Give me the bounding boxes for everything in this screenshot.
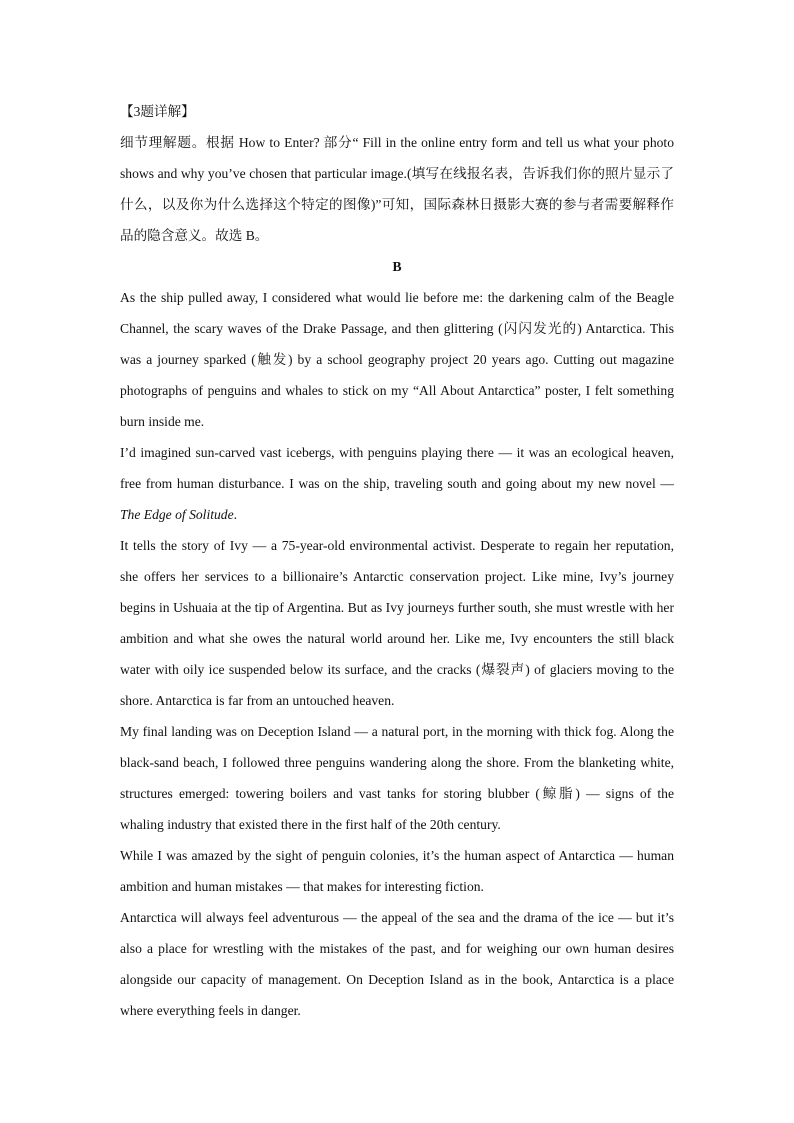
explanation-body: 细节理解题。根据 How to Enter? 部分“ Fill in the online entry form and tell us what your photo shows and why you’ve chosen that particular image.(填写在线报名表，告诉我们你的照片显示了什么，以及你为什么选择这个特定的图像)”可知，国际森林日摄影大赛的参与者需要解释作品的隐含意义。故选 B。 [120, 135, 674, 243]
explanation-heading: 【3题详解】 [120, 104, 195, 119]
document-page [120, 96, 674, 1026]
paragraph-2 [120, 437, 674, 530]
paragraph-2-end: . [233, 507, 238, 522]
paragraph-4: My final landing was on Deception Island — a natural port, in the morning with thick fog. Along the black-sand beach, I followed three penguins wandering along the shore. From the blanketing white, structures emerged: towering boilers and vast tanks for storing blubber (鲸脂) — signs of the whaling industry that existed there in the first half of the 20th century. [120, 724, 674, 832]
novel-title: The Edge of Solitude [120, 507, 234, 522]
paragraph-5: While I was amazed by the sight of penguin colonies, it’s the human aspect of Antarctica — human ambition and human mistakes — that makes for interesting fiction. [120, 848, 674, 894]
paragraph-1: As the ship pulled away, I considered what would lie before me: the darkening calm of the Beagle Channel, the scary waves of the Drake Passage, and then glittering (闪闪发光的) Antarctica. This was a journey sparked (触发) by a school geography project 20 years ago. Cutting out magazine photographs of penguins and whales to stick on my “All About Antarctica” poster, I felt something burn inside me. [120, 290, 674, 429]
paragraph-3: It tells the story of Ivy — a 75-year-old environmental activist. Desperate to regain her reputation, she offers her services to a billionaire’s Antarctic conservation project. Like mine, Ivy’s journey begins in Ushuaia at the tip of Argentina. But as Ivy journeys further south, she must wrestle with her ambition and what she owes the natural world around her. Like me, Ivy encounters the still black water with oily ice suspended below its surface, and the cracks (爆裂声) of glaciers moving to the shore. Antarctica is far from an untouched heaven. [120, 538, 674, 708]
paragraph-6: Antarctica will always feel adventurous — the appeal of the sea and the drama of the ice — but it’s also a place for wrestling with the mistakes of the past, and for weighing our own human desires alongside our capacity of management. On Deception Island as in the book, Antarctica is a place where everything feels in danger. [120, 910, 674, 1018]
paragraph-2-text: I’d imagined sun-carved vast icebergs, with penguins playing there — it was an ecological heaven, free from human disturbance. I was on the ship, traveling south and going about my new novel — [120, 445, 674, 491]
passage-label: B [392, 259, 402, 274]
